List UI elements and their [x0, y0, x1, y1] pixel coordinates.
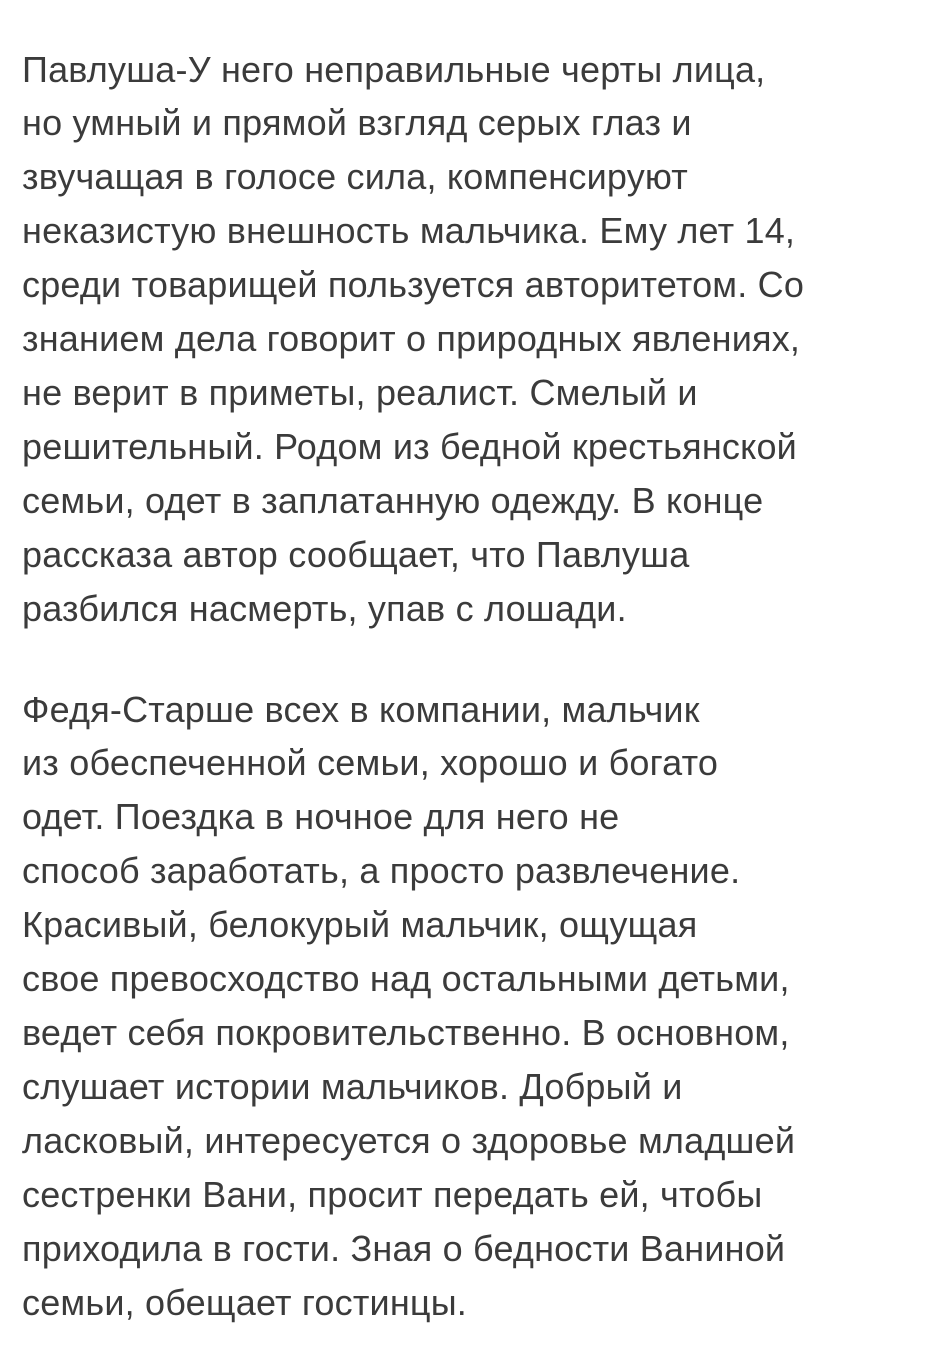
paragraph-fedya — [22, 684, 795, 1330]
text-line: Федя-Старше всех в компании, мальчик — [22, 689, 700, 730]
text-line: решительный. Родом из бедной крестьянской — [22, 426, 797, 467]
text-line: разбился насмерть, упав с лошади. — [22, 588, 627, 629]
paragraph-pavlusha — [22, 44, 804, 636]
text-line: но умный и прямой взгляд серых глаз и — [22, 102, 692, 143]
text-line: среди товарищей пользуется авторитетом. Со — [22, 264, 805, 305]
text-line: не верит в приметы, реалист. Смелый и — [22, 372, 698, 413]
text-line: ведет себя покровительственно. В основном, — [22, 1012, 790, 1053]
text-line: Павлуша-У него неправильные черты лица, — [22, 49, 766, 90]
text-line: свое превосходство над остальными детьми, — [22, 958, 790, 999]
text-line: приходила в гости. Зная о бедности Ваниной — [22, 1228, 786, 1269]
text-line: рассказа автор сообщает, что Павлуша — [22, 534, 690, 575]
text-line: ласковый, интересуется о здоровье младшей — [22, 1120, 796, 1161]
text-line: знанием дела говорит о природных явлениях, — [22, 318, 801, 359]
text-line: семьи, обещает гостинцы. — [22, 1282, 467, 1323]
text-line: сестренки Вани, просит передать ей, чтобы — [22, 1174, 763, 1215]
text-line: одет. Поездка в ночное для него не — [22, 796, 620, 837]
text-line: способ заработать, а просто развлечение. — [22, 850, 741, 891]
text-line: Красивый, белокурый мальчик, ощущая — [22, 904, 698, 945]
text-line: из обеспеченной семьи, хорошо и богато — [22, 742, 719, 783]
text-line: звучащая в голосе сила, компенсируют — [22, 156, 688, 197]
text-line: неказистую внешность мальчика. Ему лет 14, — [22, 210, 796, 251]
text-line: слушает истории мальчиков. Добрый и — [22, 1066, 683, 1107]
text-line: семьи, одет в заплатанную одежду. В конце — [22, 480, 764, 521]
